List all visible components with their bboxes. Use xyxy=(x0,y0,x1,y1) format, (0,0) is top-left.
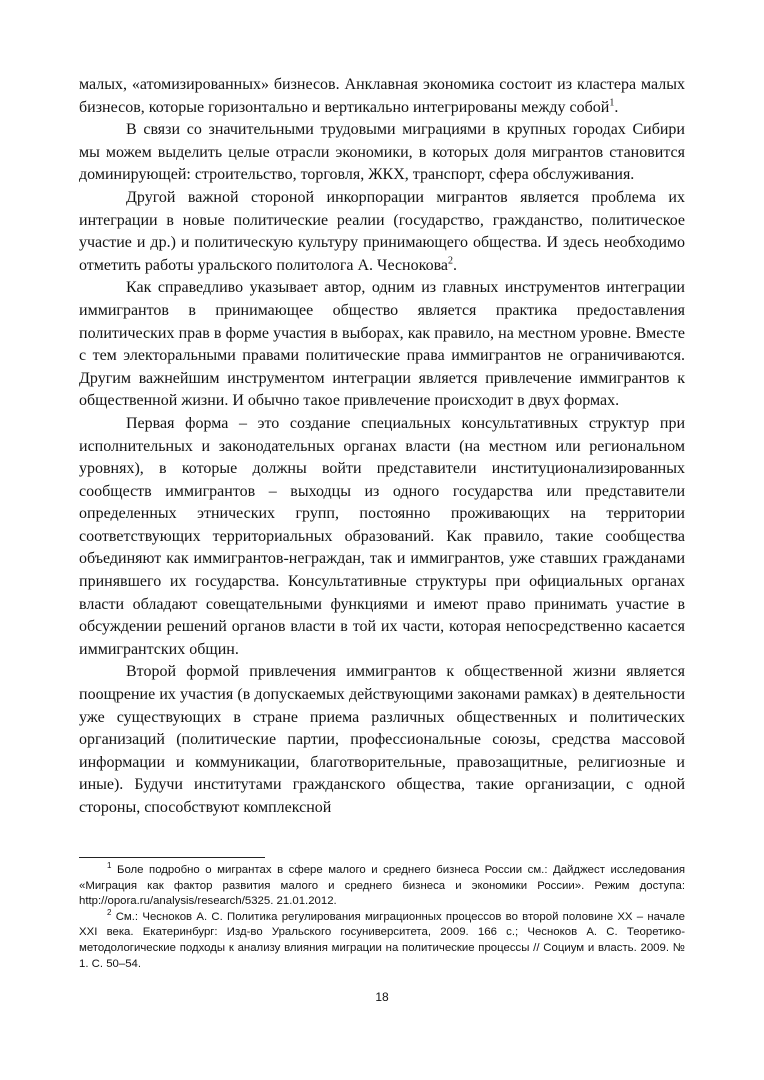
paragraph-6: Второй формой привлечения иммигрантов к общественной жизни является поощрение их участия (в допускаемых действующими законами рамках) в деятельности уже существующих в стране приема различных общественных и политических организаций (политические партии, профессиональные союзы, средства массовой информации и коммуникации, благотворительные, правозащитные, религиозные и иные). Будучи институтами гражданского общества, такие организации, с одной стороны, способствуют комплексной xyxy=(79,663,685,816)
footnote-2 xyxy=(79,907,685,972)
footnote-divider xyxy=(79,857,265,858)
paragraph-3 xyxy=(79,187,685,277)
footnote-1-mark: 1 xyxy=(107,861,112,871)
footnotes xyxy=(79,863,685,972)
main-text xyxy=(79,74,685,820)
footnote-2-text: См.: Чесноков А. С. Политика регулирования миграционных процессов во второй половине XX – начале XXI века. Екатеринбург: Изд-во Уральского госуниверситета, 2009. 166 с.; Чесноков А. С. Теоретико-методологические подходы к анализу влияния миграции на политические процессы // Социум и власть. 2009. № 1. С. 50–54. xyxy=(79,910,685,970)
paragraph-4: Как справедливо указывает автор, одним из главных инструментов интеграции иммигрантов в принимающее общество является практика предоставления политических прав в форме участия в выборах, как правило, на местном уровне. Вместе с тем электоральными правами политические права иммигрантов не ограничиваются. Другим важнейшим инструментом интеграции является привлечение иммигрантов к общественной жизни. И обычно такое привлечение происходит в двух формах. xyxy=(79,279,685,410)
footnote-1 xyxy=(79,863,685,910)
footnote-ref-2[interactable]: 2 xyxy=(448,255,454,267)
footnote-2-mark: 2 xyxy=(107,907,112,917)
paragraph-1 xyxy=(79,74,685,119)
paragraph-1-end: . xyxy=(614,98,619,116)
page-number: 18 xyxy=(375,990,389,1004)
paragraph-1-text: малых, «атомизированных» бизнесов. Анклавная экономика состоит из кластера малых бизнесов, которые горизонтально и вертикально интегрированы между собой xyxy=(79,76,685,116)
paragraph-3-text: Другой важной стороной инкорпорации мигрантов является проблема их интеграции в новые политические реалии (государство, гражданство, политическое участие и др.) и политическую культуру принимающего общества. И здесь необходимо отметить работы уральского политолога А. Чеснокова xyxy=(79,188,685,274)
footnote-ref-1[interactable]: 1 xyxy=(609,97,615,109)
footnote-1-text: Боле подробно о мигрантах в сфере малого и среднего бизнеса России см.: Дайджест исследования «Миграция как фактор развития малого и среднего бизнеса и экономики России». Режим доступа: http://opora.ru/analysis/research/5325. 21.01.2012. xyxy=(79,864,685,908)
paragraph-3-end: . xyxy=(453,256,458,274)
paragraph-5: Первая форма – это создание специальных консультативных структур при исполнительных и законодательных органах власти (на местном или региональном уровнях), в которые должны войти представители институционализированных сообществ иммигрантов – выходцы из одного государства или представители определенных этнических групп, постоянно проживающих на территории соответствующих территориальных образований. Как правило, такие сообщества объединяют как иммигрантов-неграждан, так и иммигрантов, уже ставших гражданами принявшего их государства. Консультативные структуры при официальных органах власти обладают совещательными функциями и имеют право принимать участие в обсуждении решений органов власти в той их части, которая непосредственно касается иммигрантских общин. xyxy=(79,414,685,658)
paragraph-2: В связи со значительными трудовыми миграциями в крупных городах Сибири мы можем выделить целые отрасли экономики, в которых доля мигрантов становится доминирующей: строительство, торговля, ЖКХ, транспорт, сфера обслуживания. xyxy=(79,121,685,184)
